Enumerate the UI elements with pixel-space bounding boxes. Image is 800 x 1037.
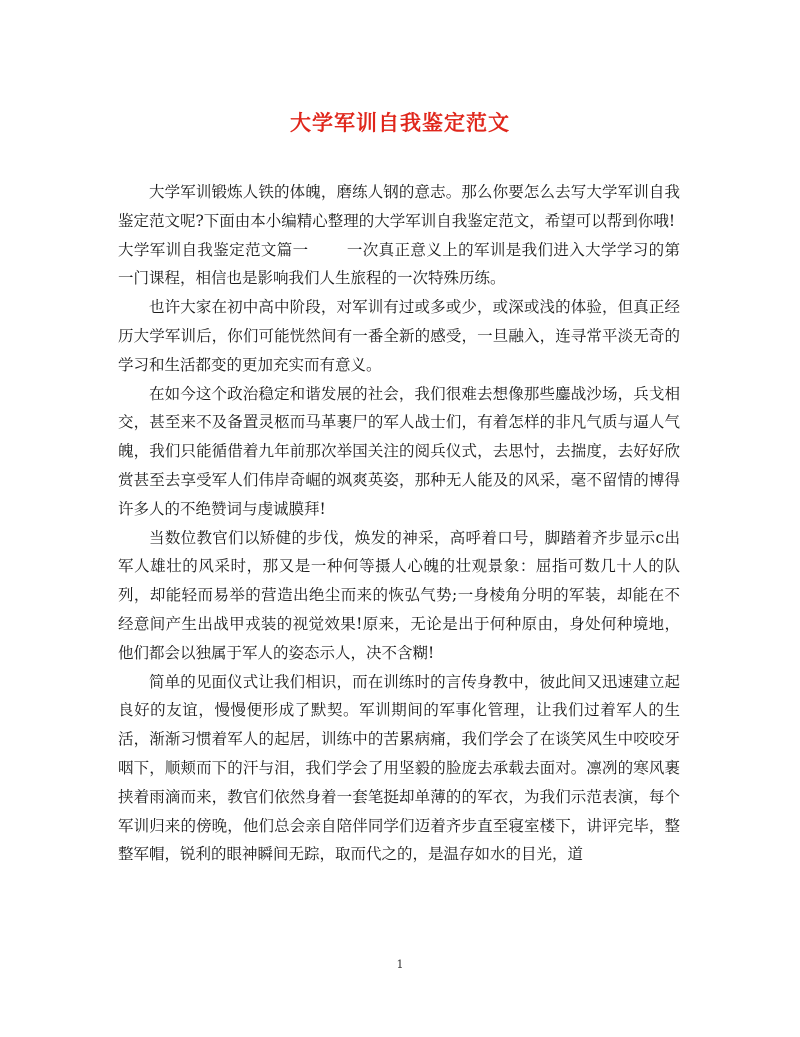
document-title: 大学军训自我鉴定范文 — [290, 110, 510, 135]
body-paragraph-4: 简单的见面仪式让我们相识，而在训练时的言传身教中，彼此间又迅速建立起良好的友谊，慢慢便形成了默契。军训期间的军事化管理，让我们过着军人的生活，渐渐习惯着军人的起居，训练中的苦累病痛，我们学会了在谈笑风生中咬咬牙咽下，顺颊而下的汗与泪，我们学会了用坚毅的脸庞去承载去面对。凛冽的寒风裹挟着雨滴而来，教官们依然身着一套笔挺却单薄的的军衣，为我们示范表演，每个军训归来的傍晚，他们总会亲自陪伴同学们迈着齐步直至寝室楼下，讲评完毕，整整军帽，锐利的眼神瞬间无踪，取而代之的，是温存如水的目光，道 — [118, 672, 680, 864]
body-paragraph-3: 当数位教官们以矫健的步伐，焕发的神采，高呼着口号，脚踏着齐步显示c出军人雄壮的风采时，那又是一种何等摄人心魄的壮观景象：屈指可数几十人的队列，却能轻而易举的营造出绝尘而来的恢弘气势;一身棱角分明的军装，却能在不经意间产生出战甲戎装的视觉效果!原来，无论是出于何种原由，身处何种境地，他们都会以独属于军人的姿态示人，决不含糊! — [118, 528, 680, 662]
document-body — [118, 178, 680, 869]
intro-paragraph: 大学军训锻炼人铁的体魄，磨练人钢的意志。那么你要怎么去写大学军训自我鉴定范文呢?下面由本小编精心整理的大学军训自我鉴定范文，希望可以帮到你哦! — [118, 183, 680, 230]
body-paragraph-2: 在如今这个政治稳定和谐发展的社会，我们很难去想像那些鏖战沙场，兵戈相交，甚至来不及备置灵柩而马革裹尸的军人战士们，有着怎样的非凡气质与逼人气魄，我们只能循借着九年前那次举国关注的阅兵仪式，去思忖，去揣度，去好好欣赏甚至去享受军人们伟岸奇崛的飒爽英姿，那种无人能及的风采，毫不留情的博得许多人的不绝赞词与虔诚膜拜! — [118, 384, 680, 518]
body-paragraph-1: 也许大家在初中高中阶段，对军训有过或多或少，或深或浅的体验，但真正经历大学军训后，你们可能恍然间有一番全新的感受，一旦融入，连寻常平淡无奇的学习和生活都变的更加充实而有意义。 — [118, 298, 680, 374]
section-heading: 大学军训自我鉴定范文篇一 — [118, 240, 309, 259]
section-lead: 一次真正意义上的军训是我们进入大学学习的第一门课程，相信也是影响我们人生旅程的一次特殊历练。 — [118, 240, 680, 288]
page-number: 1 — [396, 958, 404, 971]
section-paragraph — [118, 236, 680, 294]
